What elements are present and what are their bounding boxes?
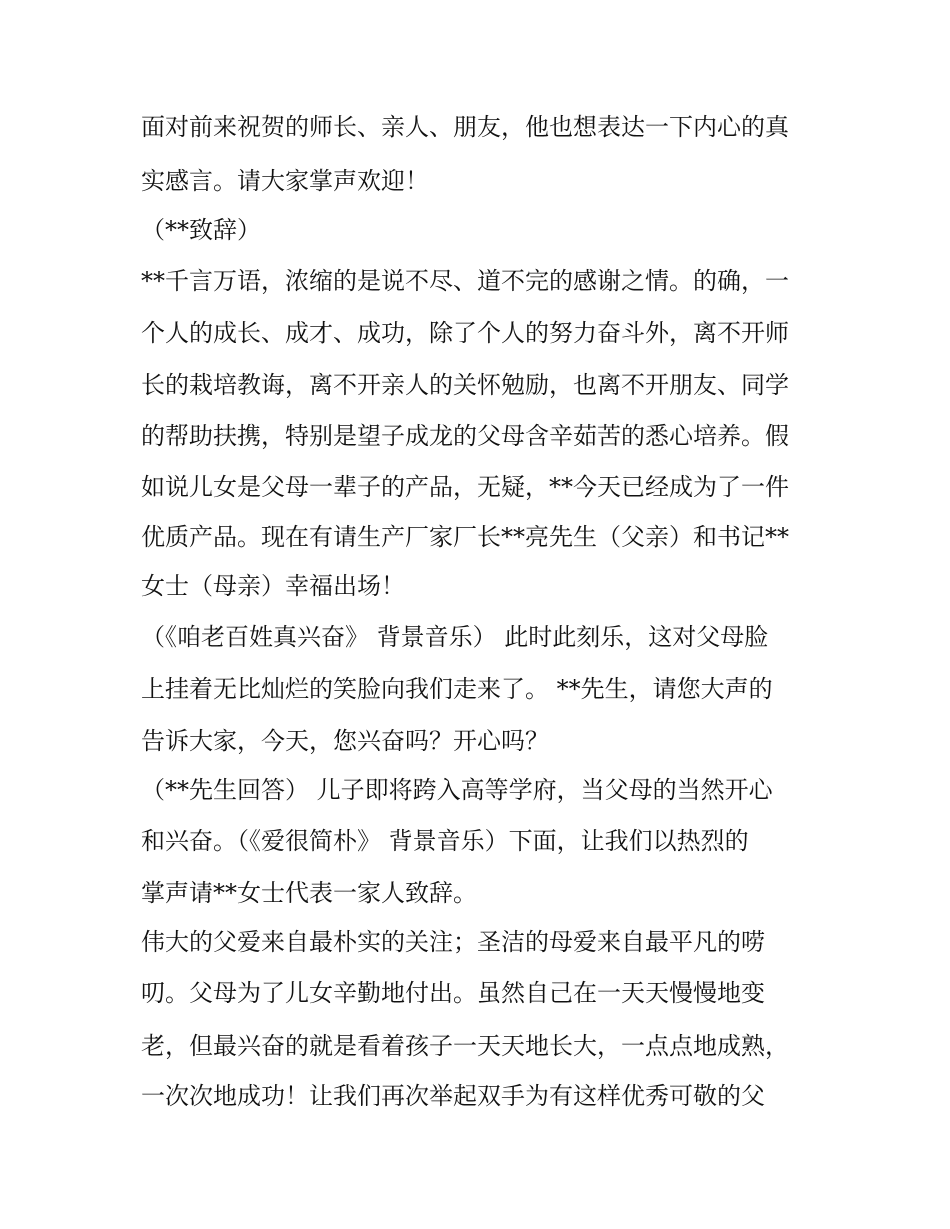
text-line: （《咱老百姓真兴奋》 背景音乐） 此时此刻乐，这对父母脸 <box>141 623 769 651</box>
text-line: 上挂着无比灿烂的笑脸向我们走来了。 **先生，请您大声的 <box>141 675 773 703</box>
text-line: 伟大的父爱来自最朴实的关注；圣洁的母爱来自最平凡的唠 <box>141 928 765 956</box>
text-line: 实感言。请大家掌声欢迎！ <box>141 167 429 195</box>
text-line: 长的栽培教诲，离不开亲人的关怀勉励，也离不开朋友、同学 <box>141 371 789 399</box>
text-line: 叨。父母为了儿女辛勤地付出。虽然自己在一天天慢慢地变 <box>141 979 765 1007</box>
text-line: 掌声请**女士代表一家人致辞。 <box>141 879 477 907</box>
text-line: 女士（母亲）幸福出场！ <box>141 572 405 600</box>
text-line: **千言万语，浓缩的是说不尽、道不完的感谢之情。的确，一 <box>141 267 789 295</box>
text-line: 个人的成长、成才、成功，除了个人的努力奋斗外，离不开师 <box>141 319 789 347</box>
text-line: 如说儿女是父母一辈子的产品，无疑，**今天已经成为了一件 <box>141 473 789 501</box>
text-line: （**先生回答） 儿子即将跨入高等学府，当父母的当然开心 <box>141 776 773 804</box>
text-line: 的帮助扶携，特别是望子成龙的父母含辛茹苦的悉心培养。假 <box>141 422 789 450</box>
text-line: 面对前来祝贺的师长、亲人、朋友，他也想表达一下内心的真 <box>141 113 789 141</box>
text-line: （**致辞） <box>141 216 261 244</box>
text-line: 告诉大家，今天，您兴奋吗？开心吗？ <box>141 727 549 755</box>
text-line: 优质产品。现在有请生产厂家厂长**亮先生（父亲）和书记** <box>141 523 789 551</box>
text-line: 一次次地成功！让我们再次举起双手为有这样优秀可敬的父 <box>141 1082 765 1110</box>
text-line: 老，但最兴奋的就是看着孩子一天天地长大，一点点地成熟， <box>141 1032 789 1060</box>
text-line: 和兴奋。（《爱很简朴》 背景音乐）下面，让我们以热烈的 <box>141 827 749 855</box>
